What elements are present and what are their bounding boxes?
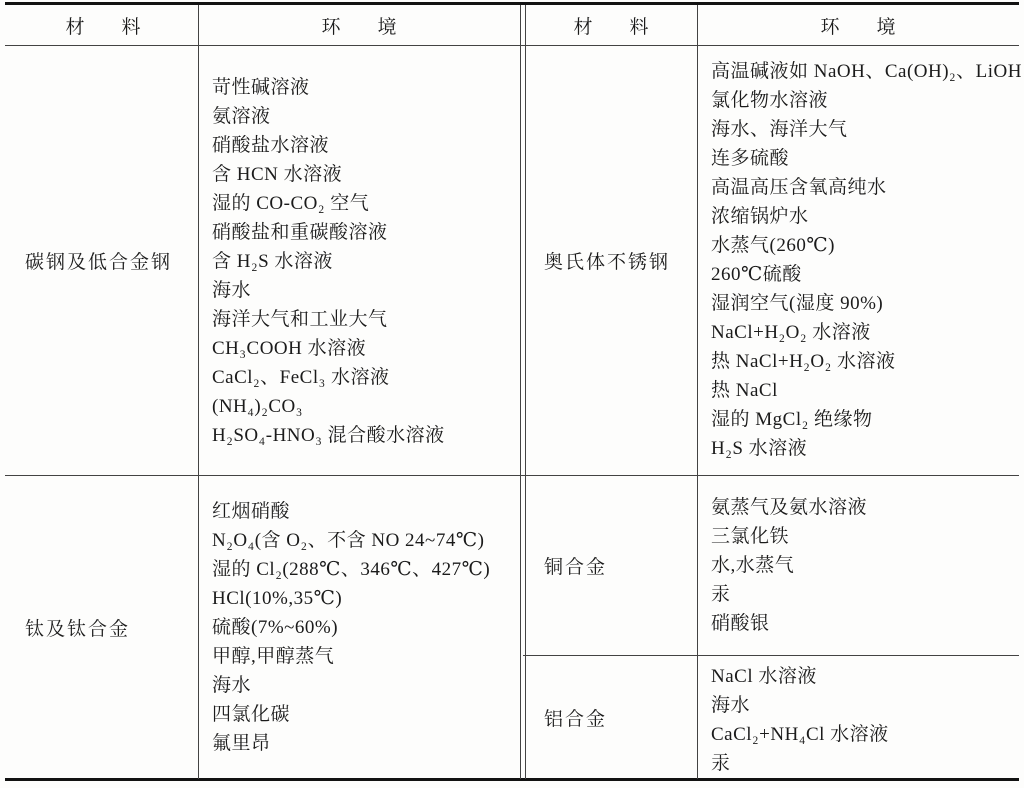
material-cell-copper-alloy <box>527 476 697 655</box>
table-border-bottom <box>5 778 1019 781</box>
header-material-right-label: 材 料 <box>573 16 665 38</box>
environment-item: 氟里昂 <box>212 733 271 754</box>
environment-list-titanium <box>212 497 490 758</box>
environment-item: 水,水蒸气 <box>711 555 795 576</box>
material-cell-titanium <box>8 476 198 778</box>
environment-item: 苛性碱溶液 <box>212 77 310 98</box>
material-label: 奥氏体不锈钢 <box>544 252 671 273</box>
environment-item: 硝酸银 <box>711 613 770 634</box>
environment-item: 海水 <box>212 280 252 301</box>
environment-item: 硫酸(7%~60%) <box>212 617 339 638</box>
environment-item: 氯化物水溶液 <box>711 90 829 111</box>
material-cell-aluminum-alloy <box>527 656 697 778</box>
environment-item: 湿的 CO-CO₂ 空气 <box>212 193 370 214</box>
environment-item: H₂S 水溶液 <box>711 438 808 459</box>
environment-item: NaCl+H₂O₂ 水溶液 <box>711 322 871 343</box>
environment-item: 水蒸气(260℃) <box>711 235 835 256</box>
environment-item: 硝酸盐水溶液 <box>212 135 330 156</box>
material-label: 铝合金 <box>544 708 608 730</box>
environment-item: 湿润空气(湿度 90%) <box>711 293 884 314</box>
environment-item: N₂O₄(含 O₂、不含 NO 24~74℃) <box>212 530 485 551</box>
environment-item: 浓缩锅炉水 <box>711 206 809 227</box>
header-material-right <box>525 6 697 44</box>
environment-list-aluminum-alloy <box>711 662 889 778</box>
environment-list-copper-alloy <box>711 493 867 638</box>
environment-item: 海水、海洋大气 <box>711 119 848 140</box>
environment-item: 湿的 MgCl₂ 绝缘物 <box>711 409 873 430</box>
environment-item: 汞 <box>711 753 731 774</box>
environment-item: 三氯化铁 <box>711 526 790 547</box>
environment-item: 连多硫酸 <box>711 148 790 169</box>
environment-item: 四氯化碳 <box>212 704 291 725</box>
environment-item: (NH₄)₂CO₃ <box>212 396 303 417</box>
header-environment-left-label: 环 境 <box>321 16 413 38</box>
environment-item: NaCl 水溶液 <box>711 666 817 687</box>
environment-item: CH₃COOH 水溶液 <box>212 338 367 359</box>
environment-item: 氨蒸气及氨水溶液 <box>711 497 868 518</box>
header-environment-left <box>198 6 520 44</box>
environment-item: 海洋大气和工业大气 <box>212 309 388 330</box>
material-cell-carbon-steel <box>8 46 198 475</box>
environment-item: 海水 <box>711 695 751 716</box>
environment-item: CaCl₂+NH₄Cl 水溶液 <box>711 724 889 745</box>
environment-item: 高温高压含氧高纯水 <box>711 177 887 198</box>
center-double-rule-2 <box>525 5 526 779</box>
environment-item: 含 H₂S 水溶液 <box>212 251 333 272</box>
material-label: 钛及钛合金 <box>25 618 131 640</box>
environment-item: HCl(10%,35℃) <box>212 588 343 609</box>
environment-item: 红烟硝酸 <box>212 501 291 522</box>
material-cell-austenitic-stainless <box>527 46 697 475</box>
environment-item: CaCl₂、FeCl₃ 水溶液 <box>212 367 390 388</box>
material-label: 铜合金 <box>544 557 608 578</box>
environment-item: 海水 <box>212 675 252 696</box>
environment-list-austenitic-stainless <box>711 57 1022 463</box>
environment-item: 含 HCN 水溶液 <box>212 164 343 185</box>
left-material-env-divider-rule <box>198 5 199 779</box>
environment-item: 氨溶液 <box>212 106 271 127</box>
environment-item: 热 NaCl+H₂O₂ 水溶液 <box>711 351 896 372</box>
environment-item: 汞 <box>711 584 731 605</box>
environment-item: 高温碱液如 NaOH、Ca(OH)₂、LiOH <box>711 61 1023 82</box>
center-double-rule-1 <box>520 5 521 779</box>
right-material-env-divider-rule <box>697 5 698 779</box>
header-environment-right <box>697 6 1019 44</box>
environment-item: 260℃硫酸 <box>711 264 802 285</box>
environment-item: 湿的 Cl₂(288℃、346℃、427℃) <box>212 559 491 580</box>
environment-item: 热 NaCl <box>711 380 778 401</box>
environment-list-carbon-steel <box>212 73 445 450</box>
environment-item: 甲醇,甲醇蒸气 <box>212 646 335 667</box>
environment-item: 硝酸盐和重碳酸溶液 <box>212 222 388 243</box>
table-border-top <box>5 2 1019 5</box>
header-material-left-label: 材 料 <box>65 16 157 38</box>
material-label: 碳钢及低合金钢 <box>25 252 173 273</box>
environment-item: H₂SO₄-HNO₃ 混合酸水溶液 <box>212 425 445 446</box>
header-material-left <box>8 6 198 44</box>
header-environment-right-label: 环 境 <box>820 16 912 38</box>
